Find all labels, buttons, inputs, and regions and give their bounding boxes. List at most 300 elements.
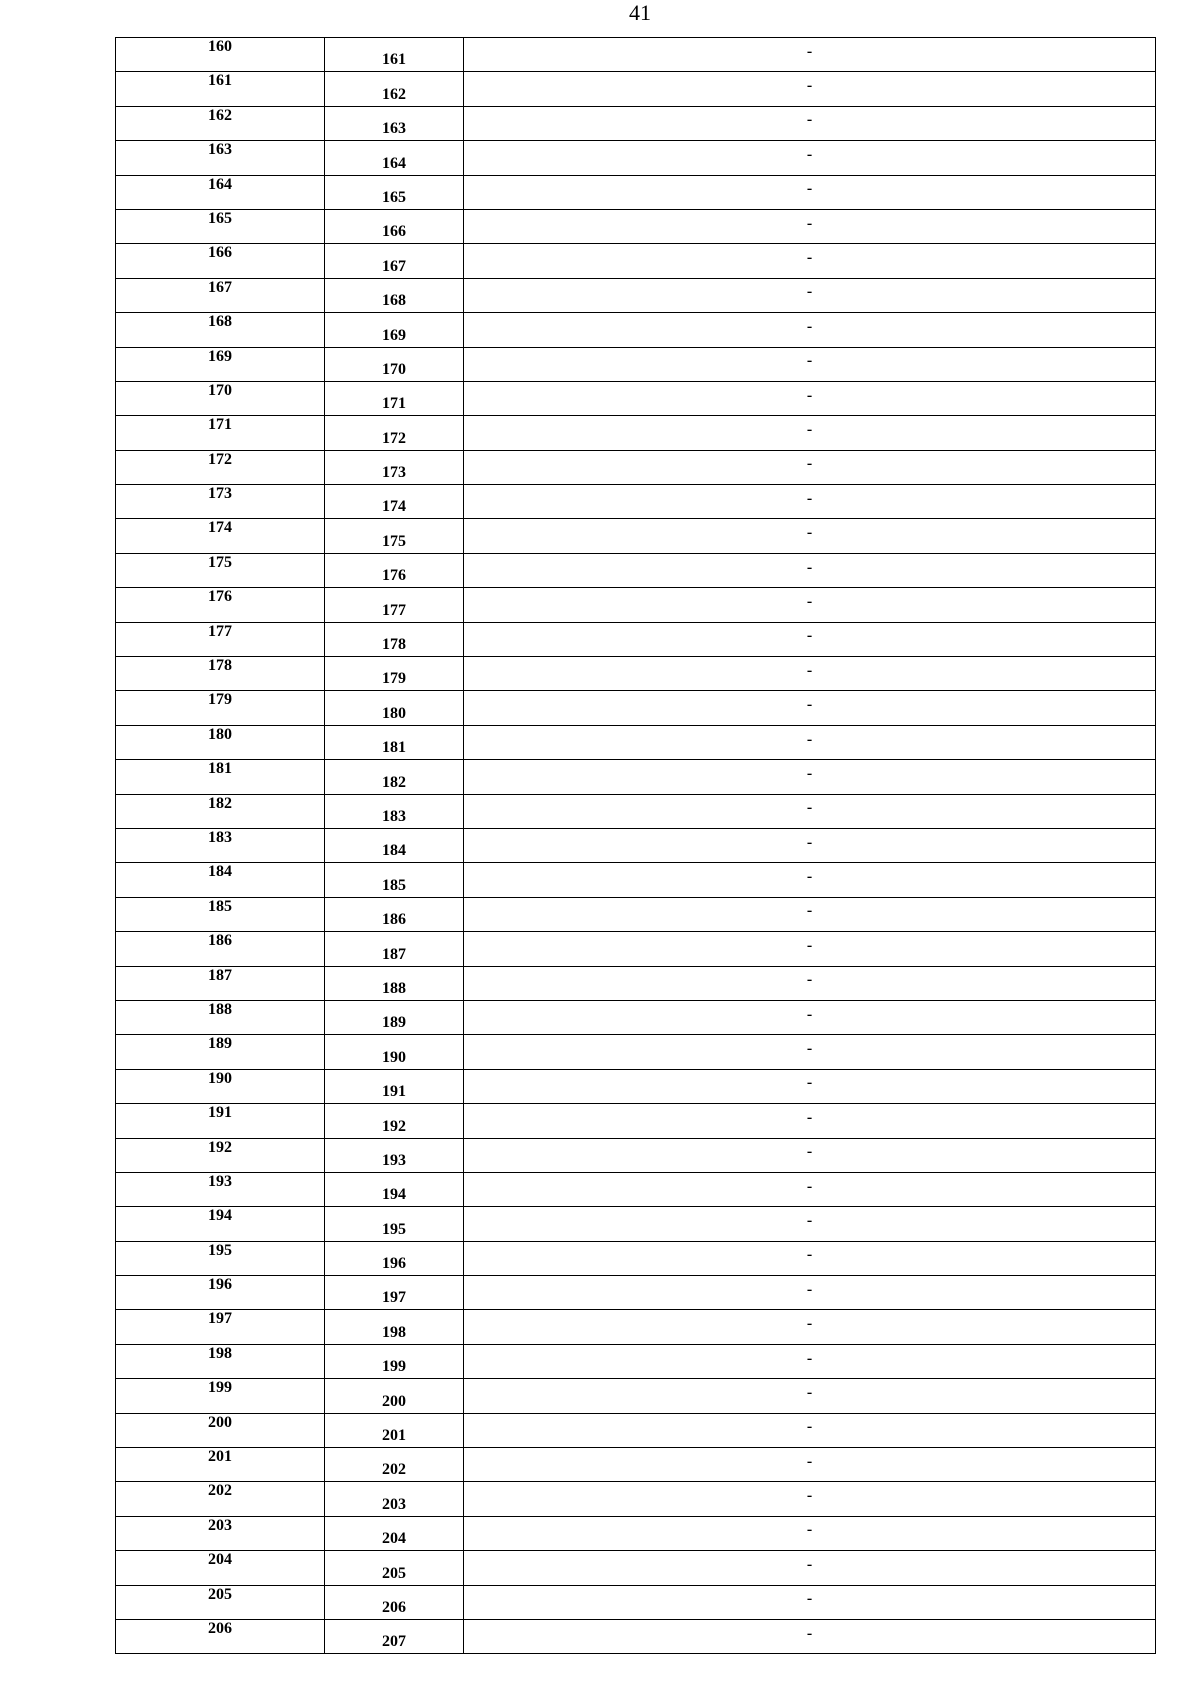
next-number-cell: [325, 141, 464, 175]
next-number-cell: [325, 588, 464, 622]
row-number-cell: [116, 657, 325, 691]
cell-text: 161: [382, 51, 406, 69]
cell-text: 204: [208, 1551, 232, 1569]
cell-text: 199: [208, 1379, 232, 1397]
table-row: [116, 760, 1156, 794]
next-number-cell: [325, 1619, 464, 1653]
next-number-cell: [325, 1241, 464, 1275]
cell-text: 162: [382, 85, 406, 103]
cell-text: 169: [382, 326, 406, 344]
next-number-cell: [325, 175, 464, 209]
row-number-cell: [116, 1276, 325, 1310]
table-row: [116, 175, 1156, 209]
cell-text: 171: [382, 395, 406, 413]
next-number-cell: [325, 1104, 464, 1138]
cell-text: 196: [208, 1276, 232, 1294]
value-cell: [464, 1035, 1156, 1069]
value-cell: [464, 725, 1156, 759]
row-number-cell: [116, 450, 325, 484]
cell-text: -: [806, 1315, 813, 1333]
next-number-cell: [325, 863, 464, 897]
row-number-cell: [116, 1344, 325, 1378]
cell-text: 188: [208, 1000, 232, 1018]
next-number-cell: [325, 1000, 464, 1034]
next-number-cell: [325, 209, 464, 243]
cell-text: -: [806, 1555, 813, 1573]
next-number-cell: [325, 72, 464, 106]
cell-text: 203: [208, 1516, 232, 1534]
cell-text: 178: [382, 636, 406, 654]
next-number-cell: [325, 1207, 464, 1241]
cell-text: 183: [382, 807, 406, 825]
cell-text: 179: [208, 691, 232, 709]
cell-text: -: [806, 249, 813, 267]
cell-text: 165: [208, 209, 232, 227]
next-number-cell: [325, 1172, 464, 1206]
next-number-cell: [325, 657, 464, 691]
value-cell: [464, 1241, 1156, 1275]
table-row: [116, 828, 1156, 862]
cell-text: 170: [208, 381, 232, 399]
cell-text: 177: [208, 622, 232, 640]
table-row: [116, 1207, 1156, 1241]
cell-text: -: [806, 1074, 813, 1092]
row-number-cell: [116, 278, 325, 312]
table-row: [116, 1172, 1156, 1206]
row-number-cell: [116, 966, 325, 1000]
next-number-cell: [325, 381, 464, 415]
cell-text: -: [806, 696, 813, 714]
cell-text: 197: [208, 1310, 232, 1328]
value-cell: [464, 1516, 1156, 1550]
row-number-cell: [116, 1138, 325, 1172]
cell-text: 165: [382, 188, 406, 206]
value-cell: [464, 209, 1156, 243]
table-row: [116, 1379, 1156, 1413]
cell-text: -: [806, 799, 813, 817]
value-cell: [464, 622, 1156, 656]
next-number-cell: [325, 278, 464, 312]
cell-text: -: [806, 868, 813, 886]
cell-text: -: [806, 111, 813, 129]
value-cell: [464, 519, 1156, 553]
row-number-cell: [116, 932, 325, 966]
cell-text: 182: [382, 773, 406, 791]
value-cell: [464, 657, 1156, 691]
cell-text: -: [806, 1590, 813, 1608]
value-cell: [464, 1379, 1156, 1413]
table-row: [116, 1276, 1156, 1310]
cell-text: 172: [208, 450, 232, 468]
row-number-cell: [116, 106, 325, 140]
value-cell: [464, 416, 1156, 450]
row-number-cell: [116, 416, 325, 450]
next-number-cell: [325, 1138, 464, 1172]
cell-text: 169: [208, 347, 232, 365]
table-row: [116, 450, 1156, 484]
cell-text: 205: [382, 1564, 406, 1582]
row-number-cell: [116, 588, 325, 622]
value-cell: [464, 244, 1156, 278]
table-row: [116, 1310, 1156, 1344]
next-number-cell: [325, 1035, 464, 1069]
table-row: [116, 106, 1156, 140]
cell-text: -: [806, 592, 813, 610]
value-cell: [464, 313, 1156, 347]
cell-text: -: [806, 661, 813, 679]
cell-text: 199: [382, 1358, 406, 1376]
cell-text: 178: [208, 657, 232, 675]
row-number-cell: [116, 553, 325, 587]
cell-text: -: [806, 1624, 813, 1642]
cell-text: -: [806, 1521, 813, 1539]
next-number-cell: [325, 519, 464, 553]
table-row: [116, 38, 1156, 72]
value-cell: [464, 1413, 1156, 1447]
row-number-cell: [116, 1069, 325, 1103]
value-cell: [464, 1482, 1156, 1516]
next-number-cell: [325, 966, 464, 1000]
cell-text: -: [806, 317, 813, 335]
cell-text: 186: [382, 911, 406, 929]
table-row: [116, 1551, 1156, 1585]
cell-text: 195: [382, 1220, 406, 1238]
cell-text: 204: [382, 1530, 406, 1548]
cell-text: 205: [208, 1585, 232, 1603]
cell-text: 160: [208, 38, 232, 55]
cell-text: -: [806, 1487, 813, 1505]
cell-text: 174: [382, 498, 406, 516]
cell-text: 194: [382, 1186, 406, 1204]
cell-text: 184: [208, 863, 232, 881]
table-row: [116, 141, 1156, 175]
cell-text: 167: [382, 257, 406, 275]
value-cell: [464, 794, 1156, 828]
next-number-cell: [325, 416, 464, 450]
cell-text: -: [806, 730, 813, 748]
value-cell: [464, 1585, 1156, 1619]
table-row: [116, 347, 1156, 381]
cell-text: -: [806, 1452, 813, 1470]
cell-text: -: [806, 1383, 813, 1401]
cell-text: 163: [382, 120, 406, 138]
cell-text: -: [806, 352, 813, 370]
row-number-cell: [116, 1241, 325, 1275]
row-number-cell: [116, 72, 325, 106]
cell-text: -: [806, 1177, 813, 1195]
data-table: [115, 37, 1156, 1654]
cell-text: -: [806, 283, 813, 301]
cell-text: 191: [208, 1104, 232, 1122]
value-cell: [464, 1104, 1156, 1138]
table-row: [116, 416, 1156, 450]
next-number-cell: [325, 932, 464, 966]
cell-text: 193: [382, 1151, 406, 1169]
row-number-cell: [116, 519, 325, 553]
row-number-cell: [116, 622, 325, 656]
cell-text: -: [806, 558, 813, 576]
table-row: [116, 1035, 1156, 1069]
cell-text: -: [806, 489, 813, 507]
row-number-cell: [116, 175, 325, 209]
cell-text: -: [806, 936, 813, 954]
table-row: [116, 1000, 1156, 1034]
value-cell: [464, 1310, 1156, 1344]
cell-text: -: [806, 627, 813, 645]
table-row: [116, 72, 1156, 106]
row-number-cell: [116, 485, 325, 519]
cell-text: -: [806, 902, 813, 920]
cell-text: -: [806, 971, 813, 989]
row-number-cell: [116, 1207, 325, 1241]
next-number-cell: [325, 1551, 464, 1585]
cell-text: 180: [382, 704, 406, 722]
table-row: [116, 725, 1156, 759]
cell-text: 184: [382, 842, 406, 860]
next-number-cell: [325, 1482, 464, 1516]
table-row: [116, 381, 1156, 415]
cell-text: 196: [382, 1255, 406, 1273]
next-number-cell: [325, 1379, 464, 1413]
cell-text: -: [806, 1211, 813, 1229]
value-cell: [464, 897, 1156, 931]
value-cell: [464, 828, 1156, 862]
cell-text: -: [806, 833, 813, 851]
cell-text: 192: [382, 1117, 406, 1135]
row-number-cell: [116, 1172, 325, 1206]
cell-text: 175: [382, 532, 406, 550]
cell-text: 202: [382, 1461, 406, 1479]
cell-text: 203: [382, 1495, 406, 1513]
cell-text: 190: [208, 1069, 232, 1087]
cell-text: 176: [382, 567, 406, 585]
cell-text: -: [806, 1005, 813, 1023]
value-cell: [464, 1344, 1156, 1378]
value-cell: [464, 347, 1156, 381]
cell-text: 168: [208, 313, 232, 331]
cell-text: -: [806, 1108, 813, 1126]
table-row: [116, 1619, 1156, 1653]
next-number-cell: [325, 553, 464, 587]
table-row: [116, 244, 1156, 278]
cell-text: 173: [382, 464, 406, 482]
cell-text: -: [806, 214, 813, 232]
page-number: 41: [629, 0, 651, 25]
cell-text: 190: [382, 1048, 406, 1066]
cell-text: 187: [382, 945, 406, 963]
table-row: [116, 794, 1156, 828]
cell-text: 191: [382, 1083, 406, 1101]
table-row: [116, 863, 1156, 897]
row-number-cell: [116, 38, 325, 72]
cell-text: 185: [208, 897, 232, 915]
next-number-cell: [325, 1516, 464, 1550]
cell-text: 167: [208, 278, 232, 296]
cell-text: 194: [208, 1207, 232, 1225]
table-row: [116, 588, 1156, 622]
next-number-cell: [325, 313, 464, 347]
cell-text: 192: [208, 1138, 232, 1156]
table-row: [116, 657, 1156, 691]
cell-text: 162: [208, 106, 232, 124]
value-cell: [464, 1551, 1156, 1585]
table-row: [116, 519, 1156, 553]
row-number-cell: [116, 725, 325, 759]
cell-text: 206: [382, 1598, 406, 1616]
row-number-cell: [116, 794, 325, 828]
table-row: [116, 485, 1156, 519]
value-cell: [464, 175, 1156, 209]
row-number-cell: [116, 863, 325, 897]
next-number-cell: [325, 725, 464, 759]
cell-text: -: [806, 455, 813, 473]
next-number-cell: [325, 347, 464, 381]
cell-text: -: [806, 1246, 813, 1264]
cell-text: -: [806, 420, 813, 438]
table-row: [116, 1448, 1156, 1482]
table-row: [116, 691, 1156, 725]
value-cell: [464, 966, 1156, 1000]
cell-text: -: [806, 180, 813, 198]
table-row: [116, 278, 1156, 312]
cell-text: 187: [208, 966, 232, 984]
row-number-cell: [116, 1104, 325, 1138]
cell-text: 206: [208, 1619, 232, 1637]
cell-text: 201: [208, 1448, 232, 1466]
value-cell: [464, 72, 1156, 106]
cell-text: 179: [382, 670, 406, 688]
cell-text: 170: [382, 360, 406, 378]
cell-text: 172: [382, 429, 406, 447]
cell-text: -: [806, 1418, 813, 1436]
cell-text: 188: [382, 979, 406, 997]
row-number-cell: [116, 209, 325, 243]
cell-text: 193: [208, 1172, 232, 1190]
value-cell: [464, 141, 1156, 175]
cell-text: -: [806, 1280, 813, 1298]
row-number-cell: [116, 1379, 325, 1413]
table-body: [116, 38, 1156, 1654]
cell-text: 200: [208, 1413, 232, 1431]
cell-text: -: [806, 386, 813, 404]
row-number-cell: [116, 1000, 325, 1034]
cell-text: 176: [208, 588, 232, 606]
table-row: [116, 932, 1156, 966]
table-row: [116, 1482, 1156, 1516]
cell-text: 197: [382, 1289, 406, 1307]
row-number-cell: [116, 1585, 325, 1619]
cell-text: 198: [208, 1344, 232, 1362]
value-cell: [464, 1172, 1156, 1206]
cell-text: 202: [208, 1482, 232, 1500]
cell-text: 164: [208, 175, 232, 193]
table-row: [116, 1241, 1156, 1275]
cell-text: 186: [208, 932, 232, 950]
value-cell: [464, 278, 1156, 312]
cell-text: 183: [208, 828, 232, 846]
next-number-cell: [325, 760, 464, 794]
cell-text: 189: [208, 1035, 232, 1053]
cell-text: 175: [208, 553, 232, 571]
cell-text: 163: [208, 141, 232, 159]
row-number-cell: [116, 1619, 325, 1653]
cell-text: -: [806, 77, 813, 95]
next-number-cell: [325, 622, 464, 656]
cell-text: 181: [208, 760, 232, 778]
cell-text: 201: [382, 1427, 406, 1445]
value-cell: [464, 450, 1156, 484]
table-row: [116, 1413, 1156, 1447]
table-row: [116, 1138, 1156, 1172]
table-row: [116, 1516, 1156, 1550]
cell-text: -: [806, 524, 813, 542]
next-number-cell: [325, 450, 464, 484]
cell-text: 182: [208, 794, 232, 812]
table-row: [116, 1344, 1156, 1378]
next-number-cell: [325, 1310, 464, 1344]
table-row: [116, 553, 1156, 587]
value-cell: [464, 1276, 1156, 1310]
row-number-cell: [116, 244, 325, 278]
cell-text: -: [806, 42, 813, 60]
row-number-cell: [116, 1413, 325, 1447]
value-cell: [464, 932, 1156, 966]
row-number-cell: [116, 313, 325, 347]
cell-text: -: [806, 764, 813, 782]
cell-text: 189: [382, 1014, 406, 1032]
table-row: [116, 1069, 1156, 1103]
cell-text: 198: [382, 1323, 406, 1341]
cell-text: -: [806, 1040, 813, 1058]
cell-text: 195: [208, 1241, 232, 1259]
value-cell: [464, 1619, 1156, 1653]
row-number-cell: [116, 1310, 325, 1344]
next-number-cell: [325, 1448, 464, 1482]
next-number-cell: [325, 1344, 464, 1378]
cell-text: 168: [382, 292, 406, 310]
next-number-cell: [325, 106, 464, 140]
row-number-cell: [116, 1482, 325, 1516]
row-number-cell: [116, 347, 325, 381]
cell-text: 173: [208, 485, 232, 503]
value-cell: [464, 1448, 1156, 1482]
next-number-cell: [325, 244, 464, 278]
value-cell: [464, 106, 1156, 140]
row-number-cell: [116, 828, 325, 862]
cell-text: 171: [208, 416, 232, 434]
value-cell: [464, 381, 1156, 415]
table-row: [116, 966, 1156, 1000]
row-number-cell: [116, 141, 325, 175]
value-cell: [464, 1000, 1156, 1034]
cell-text: -: [806, 145, 813, 163]
cell-text: 200: [382, 1392, 406, 1410]
row-number-cell: [116, 760, 325, 794]
cell-text: 181: [382, 739, 406, 757]
next-number-cell: [325, 1276, 464, 1310]
row-number-cell: [116, 1551, 325, 1585]
cell-text: -: [806, 1349, 813, 1367]
cell-text: 177: [382, 601, 406, 619]
cell-text: 164: [382, 154, 406, 172]
table-row: [116, 209, 1156, 243]
cell-text: 166: [208, 244, 232, 262]
value-cell: [464, 38, 1156, 72]
table-row: [116, 622, 1156, 656]
row-number-cell: [116, 1448, 325, 1482]
value-cell: [464, 691, 1156, 725]
row-number-cell: [116, 1035, 325, 1069]
